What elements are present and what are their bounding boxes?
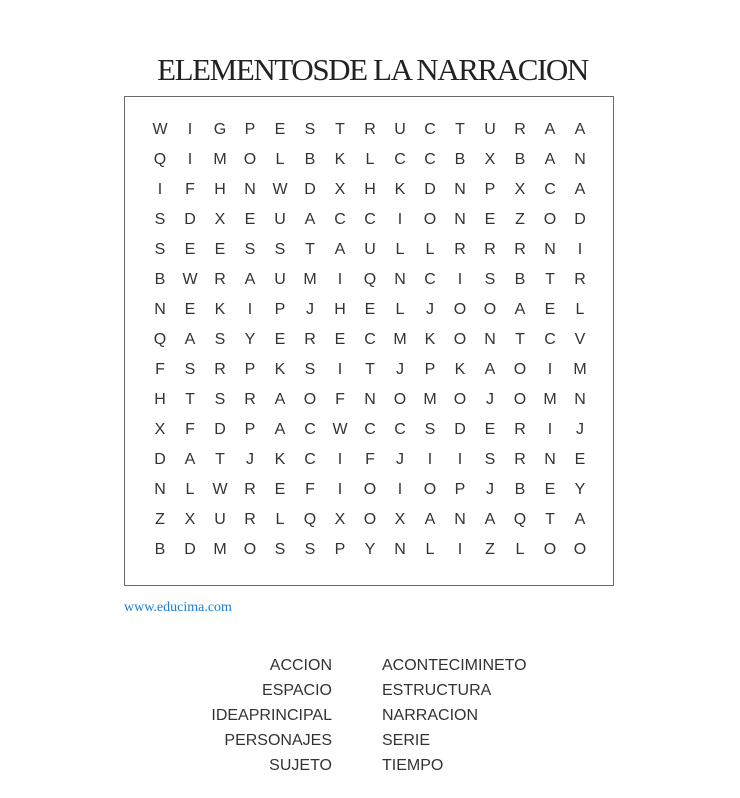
grid-letter: N: [484, 331, 496, 348]
grid-letter: C: [334, 211, 346, 228]
grid-letter: J: [246, 451, 254, 468]
grid-letter: I: [157, 181, 163, 198]
grid-letter: S: [154, 241, 166, 258]
grid-letter: A: [484, 361, 496, 378]
grid-letter: C: [424, 151, 436, 168]
grid-letter: I: [457, 541, 463, 558]
grid-letter: A: [184, 331, 196, 348]
grid-letter: I: [547, 421, 553, 438]
grid-letter: S: [214, 391, 226, 408]
grid-letter: N: [454, 211, 466, 228]
grid-letter: J: [396, 361, 404, 378]
grid-letter: E: [484, 421, 496, 438]
grid-letter: A: [184, 451, 196, 468]
grid-letter: X: [184, 511, 196, 528]
grid-letter: H: [214, 181, 226, 198]
grid-letter: S: [484, 271, 496, 288]
grid-letter: Q: [303, 511, 317, 528]
word-list-item: SERIE: [382, 732, 431, 749]
grid-letter: C: [544, 181, 556, 198]
grid-letter: M: [393, 331, 407, 348]
grid-letter: N: [544, 451, 556, 468]
grid-letter: C: [544, 331, 556, 348]
grid-letter: R: [244, 511, 256, 528]
grid-letter: E: [274, 331, 286, 348]
grid-letter: P: [244, 421, 256, 438]
grid-letter: R: [214, 361, 226, 378]
grid-letter: J: [486, 481, 494, 498]
grid-letter: A: [544, 151, 556, 168]
grid-letter: Q: [153, 331, 167, 348]
grid-letter: S: [184, 361, 196, 378]
grid-letter: A: [574, 511, 586, 528]
grid-letter: D: [184, 541, 196, 558]
grid-letter: S: [154, 211, 166, 228]
word-list-item: TIEMPO: [382, 757, 444, 774]
grid-letter: S: [244, 241, 256, 258]
grid-letter: W: [152, 121, 168, 138]
grid-letter: Z: [485, 541, 495, 558]
grid-letter: O: [363, 481, 377, 498]
word-search-grid-box: [124, 96, 614, 586]
grid-letter: T: [185, 391, 195, 408]
grid-letter: D: [154, 451, 166, 468]
grid-letter: X: [214, 211, 226, 228]
grid-letter: O: [483, 301, 497, 318]
grid-letter: O: [513, 361, 527, 378]
grid-letter: P: [454, 481, 466, 498]
grid-letter: P: [334, 541, 346, 558]
grid-letter: R: [454, 241, 466, 258]
grid-letter: P: [244, 121, 256, 138]
grid-letter: A: [544, 121, 556, 138]
grid-letter: A: [514, 301, 526, 318]
grid-letter: B: [304, 151, 316, 168]
grid-letter: J: [396, 451, 404, 468]
grid-letter: L: [425, 541, 435, 558]
grid-letter: A: [274, 421, 286, 438]
grid-letter: O: [393, 391, 407, 408]
grid-letter: I: [247, 301, 253, 318]
grid-letter: C: [304, 421, 316, 438]
grid-letter: K: [334, 151, 346, 168]
grid-letter: Q: [153, 151, 167, 168]
grid-letter: D: [454, 421, 466, 438]
grid-letter: M: [213, 541, 227, 558]
grid-letter: N: [574, 151, 586, 168]
word-list-right: [382, 653, 632, 778]
grid-letter: H: [154, 391, 166, 408]
grid-letter: S: [304, 121, 316, 138]
grid-letter: P: [484, 181, 496, 198]
grid-letter: R: [514, 421, 526, 438]
grid-letter: A: [304, 211, 316, 228]
grid-letter: I: [187, 121, 193, 138]
grid-letter: E: [274, 481, 286, 498]
grid-letter: L: [575, 301, 585, 318]
word-list-left: [170, 653, 332, 778]
grid-letter: X: [334, 181, 346, 198]
grid-letter: I: [187, 151, 193, 168]
grid-letter: C: [304, 451, 316, 468]
grid-letter: P: [424, 361, 436, 378]
grid-letter: I: [337, 271, 343, 288]
grid-letter: I: [457, 451, 463, 468]
grid-letter: E: [544, 481, 556, 498]
grid-letter: R: [574, 271, 586, 288]
grid-letter: I: [397, 211, 403, 228]
grid-letter: N: [244, 181, 256, 198]
grid-letter: B: [154, 541, 166, 558]
grid-letter: E: [574, 451, 586, 468]
grid-letter: A: [574, 181, 586, 198]
grid-letter: E: [214, 241, 226, 258]
grid-letter: M: [543, 391, 557, 408]
grid-letter: L: [185, 481, 195, 498]
grid-letter: R: [484, 241, 496, 258]
grid-letter: V: [574, 331, 586, 348]
word-list-item: PERSONAJES: [224, 732, 332, 749]
grid-letter: L: [365, 151, 375, 168]
grid-letter: I: [547, 361, 553, 378]
educima-link[interactable]: www.educima.com: [124, 600, 232, 615]
grid-letter: A: [574, 121, 586, 138]
grid-letter: P: [244, 361, 256, 378]
grid-letter: M: [423, 391, 437, 408]
grid-letter: J: [306, 301, 314, 318]
grid-letter: L: [395, 241, 405, 258]
grid-letter: R: [244, 391, 256, 408]
grid-letter: Y: [244, 331, 256, 348]
grid-letter: C: [364, 211, 376, 228]
grid-letter: U: [274, 211, 286, 228]
grid-letter: Z: [155, 511, 165, 528]
grid-letter: N: [394, 541, 406, 558]
grid-letter: R: [514, 451, 526, 468]
grid-letter: A: [244, 271, 256, 288]
grid-letter: O: [543, 541, 557, 558]
grid-letter: F: [155, 361, 165, 378]
grid-letter: F: [335, 391, 345, 408]
grid-letter: O: [453, 301, 467, 318]
grid-letter: W: [332, 421, 348, 438]
grid-letter: E: [334, 331, 346, 348]
grid-letter: D: [184, 211, 196, 228]
grid-letter: H: [364, 181, 376, 198]
grid-letter: Z: [515, 211, 525, 228]
page-title: ELEMENTOSDE LA NARRACION: [157, 52, 588, 87]
grid-letter: E: [274, 121, 286, 138]
word-list-item: SUJETO: [269, 757, 332, 774]
grid-letter: N: [454, 181, 466, 198]
grid-letter: N: [154, 301, 166, 318]
grid-letter: O: [573, 541, 587, 558]
grid-letter: J: [426, 301, 434, 318]
grid-letter: F: [365, 451, 375, 468]
grid-letter: C: [394, 151, 406, 168]
grid-letter: X: [484, 151, 496, 168]
grid-letter: D: [424, 181, 436, 198]
grid-letter: U: [394, 121, 406, 138]
grid-letter: O: [453, 391, 467, 408]
word-list-item: NARRACION: [382, 707, 479, 724]
word-search-grid: [145, 115, 595, 565]
grid-letter: I: [397, 481, 403, 498]
grid-letter: K: [214, 301, 226, 318]
grid-letter: I: [337, 361, 343, 378]
grid-letter: A: [424, 511, 436, 528]
grid-letter: T: [215, 451, 225, 468]
grid-letter: A: [334, 241, 346, 258]
grid-letter: K: [274, 451, 286, 468]
grid-letter: M: [573, 361, 587, 378]
grid-letter: L: [425, 241, 435, 258]
grid-letter: R: [514, 241, 526, 258]
grid-letter: R: [514, 121, 526, 138]
grid-letter: S: [304, 541, 316, 558]
grid-letter: I: [577, 241, 583, 258]
word-list-item: ESPACIO: [262, 682, 332, 699]
grid-letter: T: [515, 331, 525, 348]
grid-letter: D: [304, 181, 316, 198]
grid-letter: R: [214, 271, 226, 288]
grid-letter: S: [424, 421, 436, 438]
grid-letter: E: [544, 301, 556, 318]
word-list-item: IDEAPRINCIPAL: [211, 707, 332, 724]
grid-letter: E: [184, 241, 196, 258]
grid-letter: W: [182, 271, 198, 288]
grid-letter: W: [272, 181, 288, 198]
grid-letter: I: [337, 451, 343, 468]
grid-letter: Y: [574, 481, 586, 498]
grid-letter: I: [337, 481, 343, 498]
grid-letter: H: [334, 301, 346, 318]
grid-letter: S: [274, 541, 286, 558]
grid-letter: W: [212, 481, 228, 498]
grid-letter: C: [394, 421, 406, 438]
grid-letter: A: [484, 511, 496, 528]
grid-letter: O: [243, 151, 257, 168]
grid-letter: I: [457, 271, 463, 288]
grid-letter: S: [484, 451, 496, 468]
grid-letter: N: [394, 271, 406, 288]
grid-letter: B: [514, 151, 526, 168]
grid-letter: F: [185, 421, 195, 438]
grid-letter: F: [185, 181, 195, 198]
grid-letter: X: [394, 511, 406, 528]
grid-letter: P: [274, 301, 286, 318]
grid-letter: A: [274, 391, 286, 408]
grid-letter: T: [545, 511, 555, 528]
grid-letter: O: [453, 331, 467, 348]
grid-letter: K: [274, 361, 286, 378]
grid-letter: B: [454, 151, 466, 168]
grid-letter: J: [486, 391, 494, 408]
word-list-item: ESTRUCTURA: [382, 682, 492, 699]
grid-letter: Q: [513, 511, 527, 528]
grid-letter: M: [303, 271, 317, 288]
grid-letter: S: [214, 331, 226, 348]
grid-letter: U: [484, 121, 496, 138]
grid-letter: X: [154, 421, 166, 438]
grid-letter: Q: [363, 271, 377, 288]
grid-letter: O: [513, 391, 527, 408]
grid-letter: G: [213, 121, 227, 138]
grid-letter: O: [423, 481, 437, 498]
grid-letter: R: [304, 331, 316, 348]
grid-letter: L: [515, 541, 525, 558]
grid-letter: S: [304, 361, 316, 378]
grid-letter: N: [364, 391, 376, 408]
grid-letter: C: [424, 271, 436, 288]
grid-letter: T: [545, 271, 555, 288]
grid-letter: N: [454, 511, 466, 528]
grid-letter: O: [423, 211, 437, 228]
grid-letter: X: [334, 511, 346, 528]
grid-letter: K: [424, 331, 436, 348]
grid-letter: C: [424, 121, 436, 138]
grid-letter: L: [275, 511, 285, 528]
grid-letter: F: [305, 481, 315, 498]
grid-letter: C: [364, 421, 376, 438]
grid-letter: L: [275, 151, 285, 168]
grid-letter: J: [576, 421, 584, 438]
grid-letter: R: [364, 121, 376, 138]
grid-letter: T: [365, 361, 375, 378]
grid-letter: D: [574, 211, 586, 228]
grid-letter: U: [274, 271, 286, 288]
grid-letter: Y: [364, 541, 376, 558]
grid-letter: T: [335, 121, 345, 138]
grid-letter: E: [484, 211, 496, 228]
grid-letter: N: [574, 391, 586, 408]
grid-letter: O: [543, 211, 557, 228]
grid-letter: C: [364, 331, 376, 348]
grid-letter: S: [274, 241, 286, 258]
grid-letter: N: [544, 241, 556, 258]
grid-letter: D: [214, 421, 226, 438]
grid-letter: L: [395, 301, 405, 318]
grid-letter: K: [454, 361, 466, 378]
grid-letter: B: [514, 481, 526, 498]
grid-letter: O: [363, 511, 377, 528]
grid-letter: E: [244, 211, 256, 228]
grid-letter: N: [154, 481, 166, 498]
grid-letter: R: [244, 481, 256, 498]
grid-letter: T: [305, 241, 315, 258]
grid-letter: T: [455, 121, 465, 138]
grid-letter: O: [303, 391, 317, 408]
grid-letter: K: [394, 181, 406, 198]
grid-letter: B: [154, 271, 166, 288]
grid-letter: E: [364, 301, 376, 318]
grid-letter: E: [184, 301, 196, 318]
word-list-item: ACONTECIMINETO: [382, 657, 527, 674]
grid-letter: X: [514, 181, 526, 198]
grid-letter: B: [514, 271, 526, 288]
grid-letter: O: [243, 541, 257, 558]
word-list-item: ACCION: [269, 657, 332, 674]
grid-letter: U: [214, 511, 226, 528]
grid-letter: U: [364, 241, 376, 258]
grid-letter: I: [427, 451, 433, 468]
grid-letter: M: [213, 151, 227, 168]
